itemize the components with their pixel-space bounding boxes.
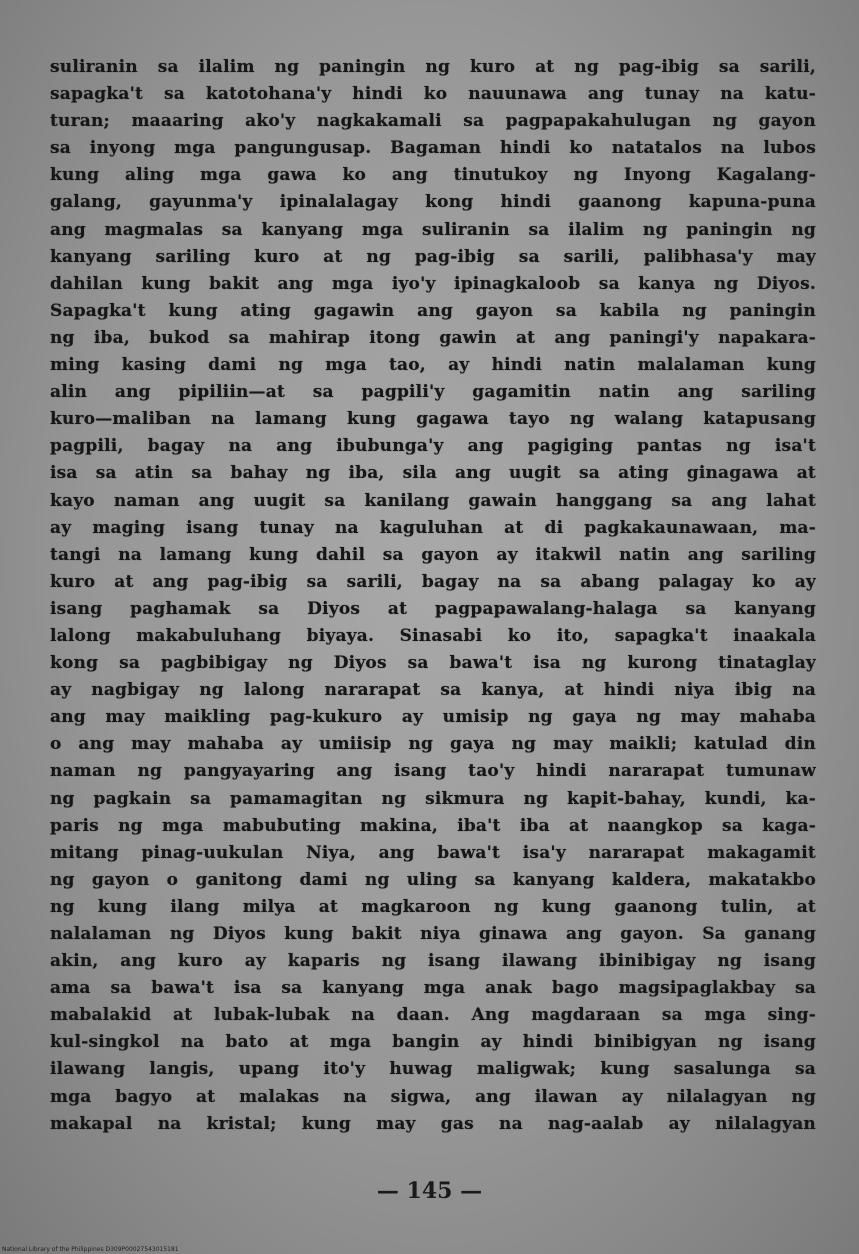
text-line: isa sa atin sa bahay ng iba, sila ang uugit sa ating ginagawa at (50, 463, 816, 484)
text-line: kayo naman ang uugit sa kanilang gawain hanggang sa ang lahat (50, 490, 816, 511)
text-line: paris ng mga mabubuting makina, iba't iba at naangkop sa kaga- (50, 815, 816, 836)
text-line: alin ang pipiliin—at sa pagpili'y gagamitin natin ang sariling (50, 382, 816, 403)
text-line: turan; maaaring ako'y nagkakamali sa pagpapakahulugan ng gayon (50, 111, 816, 132)
text-line: kuro—maliban na lamang kung gagawa tayo ng walang katapusang (50, 409, 816, 430)
body-text (50, 54, 816, 1138)
text-line: nalalaman ng Diyos kung bakit niya ginawa ang gayon. Sa ganang (50, 924, 816, 944)
text-line: naman ng pangyayaring ang isang tao'y hindi nararapat tumunaw (50, 761, 816, 782)
text-line: Sapagka't kung ating gagawin ang gayon sa kabila ng paningin (50, 300, 816, 321)
text-line: tangi na lamang kung dahil sa gayon ay itakwil natin ang sariling (50, 544, 816, 565)
text-line: ng kung ilang milya at magkaroon ng kung gaanong tulin, at (50, 896, 816, 917)
text-line: kuro at ang pag-ibig sa sarili, bagay na sa abang palagay ko ay (50, 571, 816, 592)
text-line: sa inyong mga pangungusap. Bagaman hindi ko natatalos na lubos (50, 138, 816, 159)
text-line: kung aling mga gawa ko ang tinutukoy ng Inyong Kagalang- (50, 165, 816, 186)
text-line: lalong makabuluhang biyaya. Sinasabi ko ito, sapagka't inaakala (50, 625, 816, 646)
text-line: ming kasing dami ng mga tao, ay hindi natin malalaman kung (50, 355, 816, 376)
text-line: akin, ang kuro ay kaparis ng isang ilawang ibinibigay ng isang (50, 951, 816, 972)
text-line: sapagka't sa katotohana'y hindi ko nauunawa ang tunay na katu- (50, 84, 816, 105)
text-line: mabalakid at lubak-lubak na daan. Ang magdaraan sa mga sing- (50, 1005, 816, 1026)
text-line: galang, gayunma'y ipinalalagay kong hindi gaanong kapuna-puna (50, 192, 816, 213)
footer-credit: National Library of the Philippines D309P00027543015181 (2, 1246, 179, 1253)
text-line: kanyang sariling kuro at ng pag-ibig sa sarili, palibhasa'y may (50, 246, 816, 267)
text-line: mga bagyo at malakas na sigwa, ang ilawan ay nilalagyan ng (50, 1086, 816, 1107)
text-line: dahilan kung bakit ang mga iyo'y ipinagkaloob sa kanya ng Diyos. (50, 273, 816, 294)
text-line: pagpili, bagay na ang ibubunga'y ang pagiging pantas ng isa't (50, 436, 816, 457)
text-line: kul-singkol na bato at mga bangin ay hindi binibigyan ng isang (50, 1032, 816, 1053)
text-line: ama sa bawa't isa sa kanyang mga anak bago magsipaglakbay sa (50, 978, 816, 999)
text-line: isang paghamak sa Diyos at pagpapawalang-halaga sa kanyang (50, 598, 816, 619)
text-line: ang may maikling pag-kukuro ay umisip ng gaya ng may mahaba (50, 707, 816, 728)
text-line: ay nagbigay ng lalong nararapat sa kanya, at hindi niya ibig na (50, 680, 816, 701)
text-line: ng gayon o ganitong dami ng uling sa kanyang kaldera, makatakbo (50, 869, 816, 890)
text-line: ng pagkain sa pamamagitan ng sikmura ng kapit-bahay, kundi, ka- (50, 788, 816, 809)
text-line: ay maging isang tunay na kaguluhan at di pagkakaunawaan, ma- (50, 517, 816, 538)
text-line: makapal na kristal; kung may gas na nag-aalab ay nilalagyan (50, 1113, 816, 1134)
text-line: ilawang langis, upang ito'y huwag maligwak; kung sasalunga sa (50, 1059, 816, 1080)
text-line: suliranin sa ilalim ng paningin ng kuro at ng pag-ibig sa sarili, (50, 57, 816, 77)
text-line: kong sa pagbibigay ng Diyos sa bawa't isa ng kurong tinataglay (50, 653, 816, 674)
text-line: o ang may mahaba ay umiisip ng gaya ng may maikli; katulad din (50, 734, 816, 755)
page-number: — 145 — (376, 1178, 483, 1204)
text-line: ang magmalas sa kanyang mga suliranin sa ilalim ng paningin ng (50, 219, 816, 240)
text-line: ng iba, bukod sa mahirap itong gawin at ang paningi'y napakara- (50, 327, 816, 348)
text-line: mitang pinag-uukulan Niya, ang bawa't isa'y nararapat makagamit (50, 842, 816, 863)
